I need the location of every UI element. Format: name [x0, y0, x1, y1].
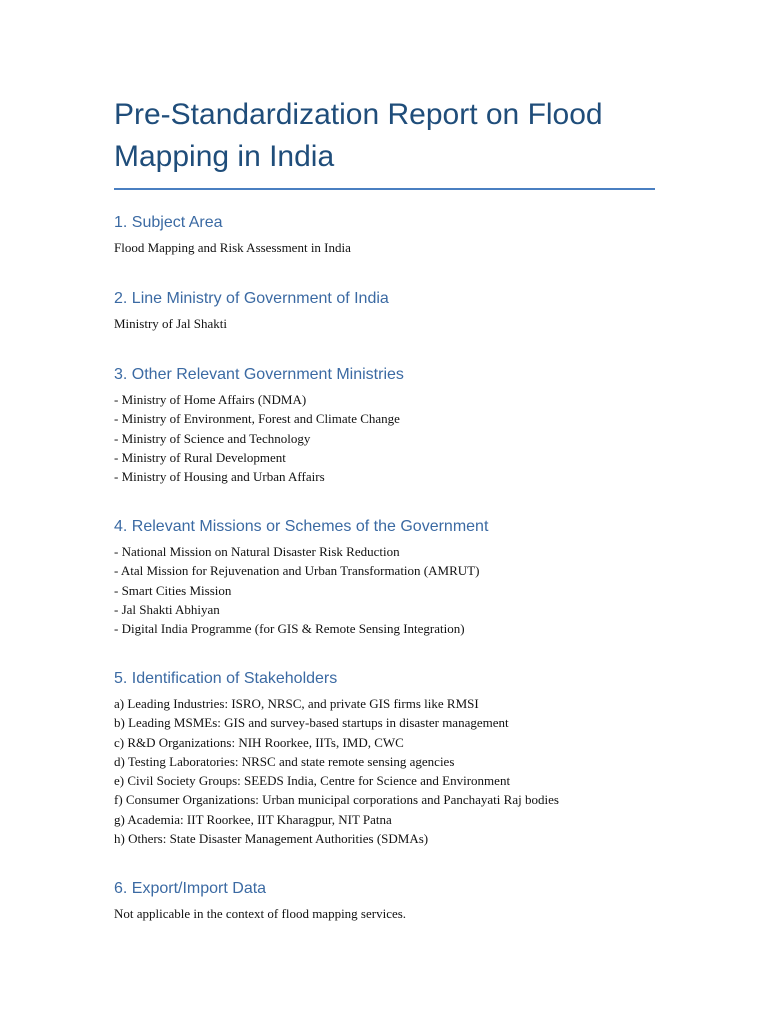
list-item: d) Testing Laboratories: NRSC and state remote sensing agencies [114, 753, 455, 769]
list-item: - Atal Mission for Rejuvenation and Urban Transformation (AMRUT) [114, 563, 480, 579]
section-export-import [114, 879, 406, 923]
section-heading: 6. Export/Import Data [114, 880, 267, 897]
list-item: e) Civil Society Groups: SEEDS India, Centre for Science and Environment [114, 773, 511, 789]
list-item: a) Leading Industries: ISRO, NRSC, and private GIS firms like RMSI [114, 696, 479, 711]
section-heading: 5. Identification of Stakeholders [114, 670, 338, 687]
list-item: - Ministry of Home Affairs (NDMA) [114, 392, 307, 407]
list-item: c) R&D Organizations: NIH Roorkee, IITs, IMD, CWC [114, 734, 404, 750]
list-item: - Ministry of Housing and Urban Affairs [114, 469, 325, 485]
list-item: h) Others: State Disaster Management Authorities (SDMAs) [114, 831, 429, 847]
section-heading: 3. Other Relevant Government Ministries [114, 366, 404, 383]
list-item: - Ministry of Rural Development [114, 449, 286, 465]
list-item: - National Mission on Natural Disaster Risk Reduction [114, 544, 400, 559]
section-heading: 2. Line Ministry of Government of India [114, 290, 389, 307]
section-stakeholders [114, 669, 559, 848]
list-item: - Ministry of Science and Technology [114, 430, 311, 446]
section-line: Not applicable in the context of flood mapping services. [114, 906, 407, 921]
list-item: - Smart Cities Mission [114, 582, 232, 598]
list-item: f) Consumer Organizations: Urban municipal corporations and Panchayati Raj bodies [114, 792, 559, 808]
list-item: - Ministry of Environment, Forest and Climate Change [114, 411, 400, 427]
section-heading: 1. Subject Area [114, 214, 223, 231]
section-line-ministry [114, 289, 389, 333]
list-item: g) Academia: IIT Roorkee, IIT Kharagpur, NIT Patna [114, 811, 392, 827]
page-title: Pre-Standardization Report on Flood Mapping in India [114, 98, 603, 173]
section-line: Ministry of Jal Shakti [114, 316, 228, 331]
list-item: b) Leading MSMEs: GIS and survey-based startups in disaster management [114, 715, 509, 731]
section-heading: 4. Relevant Missions or Schemes of the Government [114, 518, 489, 535]
section-subject-area [114, 213, 351, 257]
section-line: Flood Mapping and Risk Assessment in India [114, 240, 351, 255]
section-other-ministries [114, 365, 404, 486]
title-underline [114, 188, 655, 190]
list-item: - Jal Shakti Abhiyan [114, 601, 220, 617]
section-missions-schemes [114, 517, 488, 638]
list-item: - Digital India Programme (for GIS & Remote Sensing Integration) [114, 621, 465, 637]
